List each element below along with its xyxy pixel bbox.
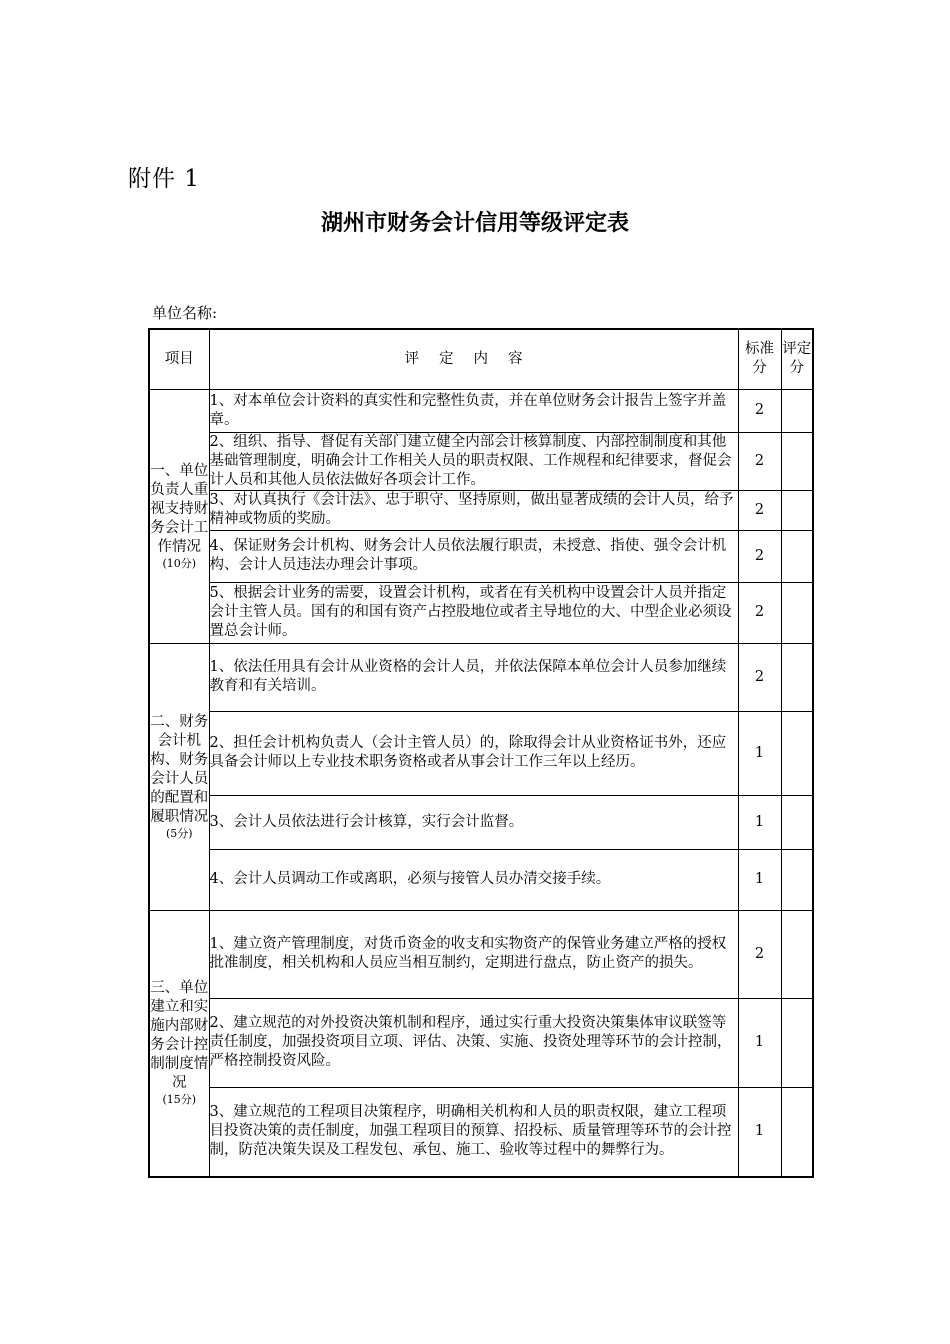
rated-score-cell[interactable] [781,795,813,849]
rating-table [148,328,814,1178]
table-row [149,1087,813,1177]
category-points: (5分) [165,826,193,840]
header-standard-score: 标准分 [738,329,781,389]
criteria-text: 1、依法任用具有会计从业资格的会计人员，并依法保障本单位会计人员参加继续教育和有关培训。 [209,643,738,711]
category-name: 三、单位建立和实施内部财务会计控制制度情况 [150,980,209,1092]
criteria-text: 3、对认真执行《会计法》、忠于职守、坚持原则，做出显著成绩的会计人员，给予精神或物质的奖励。 [209,490,738,530]
table-row [149,795,813,849]
standard-score: 2 [738,530,781,582]
criteria-text: 2、组织、指导、督促有关部门建立健全内部会计核算制度、内部控制制度和其他基础管理制度，明确会计工作相关人员的职责权限、工作规程和纪律要求，督促会计人员和其他人员依法做好各项会计工作。 [209,432,738,490]
category-cell-1 [149,389,209,643]
table-row [149,432,813,490]
category-points: (10分) [162,556,197,570]
table-header-row [149,329,813,389]
standard-score: 1 [738,849,781,910]
table-row [149,582,813,643]
category-name: 一、单位负责人重视支持财务会计工作情况 [150,462,209,555]
criteria-text: 1、对本单位会计资料的真实性和完整性负责，并在单位财务会计报告上签字并盖章。 [209,389,738,432]
standard-score: 2 [738,643,781,711]
rated-score-cell[interactable] [781,582,813,643]
header-content: 评定内容 [209,329,738,389]
criteria-text: 5、根据会计业务的需要，设置会计机构，或者在有关机构中设置会计人员并指定会计主管人员。国有的和国有资产占控股地位或者主导地位的大、中型企业必须设置总会计师。 [209,582,738,643]
table-row [149,643,813,711]
standard-score: 1 [738,998,781,1087]
standard-score: 2 [738,432,781,490]
rated-score-cell[interactable] [781,711,813,795]
standard-score: 1 [738,795,781,849]
criteria-text: 3、建立规范的工程项目决策程序，明确相关机构和人员的职责权限，建立工程项目投资决策的责任制度，加强工程项目的预算、招投标、质量管理等环节的会计控制，防范决策失误及工程发包、承包、施工、验收等过程中的舞弊行为。 [209,1087,738,1177]
rated-score-cell[interactable] [781,643,813,711]
category-cell-2 [149,643,209,910]
rated-score-cell[interactable] [781,530,813,582]
category-points: (15分) [162,1093,197,1107]
header-item: 项目 [149,329,209,389]
rated-score-cell[interactable] [781,910,813,998]
rated-score-cell[interactable] [781,998,813,1087]
unit-name-label: 单位名称: [152,304,218,322]
rated-score-cell[interactable] [781,490,813,530]
table-row [149,530,813,582]
document-title: 湖州市财务会计信用等级评定表 [320,211,629,236]
table-row [149,389,813,432]
criteria-text: 1、建立资产管理制度，对货币资金的收支和实物资产的保管业务建立严格的授权批准制度，相关机构和人员应当相互制约，定期进行盘点，防止资产的损失。 [209,910,738,998]
standard-score: 1 [738,1087,781,1177]
standard-score: 2 [738,490,781,530]
standard-score: 1 [738,711,781,795]
criteria-text: 2、担任会计机构负责人（会计主管人员）的，除取得会计从业资格证书外，还应具备会计师以上专业技术职务资格或者从事会计工作三年以上经历。 [209,711,738,795]
header-rated-score: 评定分 [781,329,813,389]
table-row [149,490,813,530]
standard-score: 2 [738,910,781,998]
criteria-text: 4、会计人员调动工作或离职，必须与接管人员办清交接手续。 [209,849,738,910]
criteria-text: 2、建立规范的对外投资决策机制和程序，通过实行重大投资决策集体审议联签等责任制度，加强投资项目立项、评估、决策、实施、投资处理等环节的会计控制，严格控制投资风险。 [209,998,738,1087]
standard-score: 2 [738,582,781,643]
category-name: 二、财务会计机构、财务会计人员的配置和履职情况 [150,713,209,825]
attachment-label: 附件 1 [128,166,200,192]
criteria-text: 3、会计人员依法进行会计核算，实行会计监督。 [209,795,738,849]
table-row [149,910,813,998]
category-cell-3 [149,910,209,1177]
rated-score-cell[interactable] [781,389,813,432]
table-row [149,998,813,1087]
criteria-text: 4、保证财务会计机构、财务会计人员依法履行职责，未授意、指使、强令会计机构、会计人员违法办理会计事项。 [209,530,738,582]
table-row [149,849,813,910]
rated-score-cell[interactable] [781,432,813,490]
standard-score: 2 [738,389,781,432]
rated-score-cell[interactable] [781,1087,813,1177]
table-row [149,711,813,795]
rated-score-cell[interactable] [781,849,813,910]
